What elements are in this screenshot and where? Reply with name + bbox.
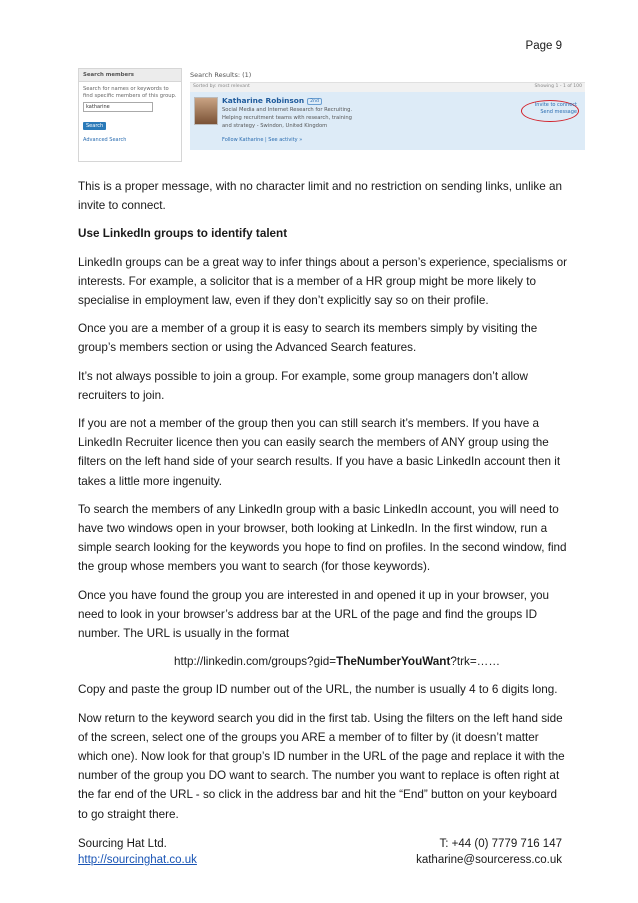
url-prefix: http://linkedin.com/groups?gid= <box>173 655 337 669</box>
search-results-panel <box>190 68 585 160</box>
paragraph-7: Once you have found the group you are interested in and opened it up in your browser, you need to look in your browser’s address bar at the URL of the page and find the groups ID number. The URL is usually in the format <box>78 588 550 641</box>
body-text <box>78 177 568 833</box>
email-address: katharine@sourceress.co.uk <box>416 854 562 866</box>
result-name-text: Katharine Robinson <box>222 96 305 105</box>
result-headline-1: Social Media and Internet Research for Recruiting. <box>222 107 353 113</box>
search-button: Search <box>83 122 106 130</box>
search-members-panel <box>78 68 182 162</box>
url-format <box>78 652 568 671</box>
result-name <box>222 96 322 105</box>
linkedin-screenshot <box>78 68 588 164</box>
advanced-search-link: Advanced Search <box>83 137 127 144</box>
paragraph-9: Now return to the keyword search you did in the first tab. Using the filters on the left hand side of the screen, select one of the groups you ARE a member of to filter by (it doesn’t matter which one). Now look for that group’s ID number in the URL of the page and replace it with the number of the group you DO want to search. The number you want to replace is often right at the far end of the URL - so click in the address bar and hit the “End” button on your keyboard to go straight there. <box>78 711 565 821</box>
sorted-by-label: Sorted by: most relevant <box>193 84 250 89</box>
search-members-description: Search for names or keywords to find specific members of this group. <box>83 86 177 99</box>
paragraph-2: LinkedIn groups can be a great way to infer things about a person’s experience, specialisms or interests. For example, a solicitor that is a member of a HR group might be more likely to specialise in employment law, even if they don’t explicitly say so on their profile. <box>78 255 567 308</box>
results-count: Showing 1 - 1 of 100 <box>534 84 582 89</box>
paragraph-1: This is a proper message, with no character limit and no restriction on sending links, unlike an invite to connect. <box>78 180 562 213</box>
company-name: Sourcing Hat Ltd. <box>78 838 167 850</box>
search-members-title: Search members <box>79 69 181 82</box>
paragraph-3: Once you are a member of a group it is easy to search its members simply by visiting the group’s members section or using the Advanced Search features. <box>78 322 538 355</box>
result-links: Follow Katharine | See activity » <box>222 137 303 143</box>
paragraph-5: If you are not a member of the group then you can still search it’s members. If you have a LinkedIn Recruiter licence then you can easily search the members of ANY group using the filters on the left hand side of your search results. If you have a basic LinkedIn account then it takes a little more ingenuity. <box>78 417 561 488</box>
result-headline-3: and strategy - Swindon, United Kingdom <box>222 123 328 129</box>
section-heading: Use LinkedIn groups to identify talent <box>78 227 288 241</box>
page-number: Page 9 <box>525 40 562 52</box>
url-bold: TheNumberYouWant <box>336 655 451 669</box>
website-link[interactable]: http://sourcinghat.co.uk <box>78 854 197 866</box>
result-headline-2: Helping recruitment teams with research, training <box>222 115 352 121</box>
footer-left <box>78 836 197 868</box>
send-message-link: Send message <box>540 109 577 115</box>
invite-to-connect-link: Invite to connect <box>534 102 577 108</box>
result-row <box>190 92 585 150</box>
url-suffix: ?trk=…… <box>450 655 501 669</box>
paragraph-6: To search the members of any LinkedIn group with a basic LinkedIn account, you will need to have two windows open in your browser, both looking at LinkedIn. In the first window, run a simple search looking for the keywords you hope to find on profiles. In the second window, find the group whose members you want to search (for those keywords). <box>78 502 567 574</box>
results-title: Search Results: (1) <box>190 71 252 79</box>
member-search-input: katharine <box>83 102 153 112</box>
phone-number: T: +44 (0) 7779 716 147 <box>439 838 562 850</box>
connection-degree-badge: 2nd <box>307 98 322 105</box>
paragraph-8: Copy and paste the group ID number out of the URL, the number is usually 4 to 6 digits long. <box>78 683 558 697</box>
avatar <box>194 97 218 125</box>
footer-right <box>416 836 562 868</box>
paragraph-4: It’s not always possible to join a group. For example, some group managers don’t allow recruiters to join. <box>78 369 528 402</box>
